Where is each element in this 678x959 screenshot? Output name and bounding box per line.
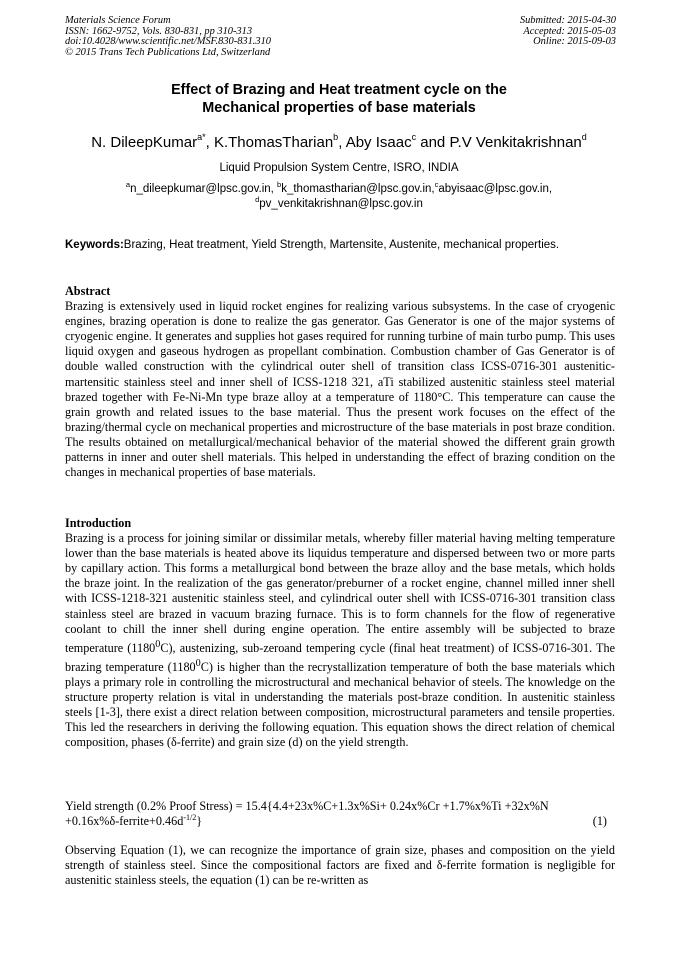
email-marker: d [255, 194, 260, 204]
author-separator: , [338, 134, 346, 151]
paper-title [0, 81, 678, 117]
author-emails [0, 182, 678, 211]
author-marker: c [411, 132, 417, 142]
introduction-text-part: C), austenizing, sub-zeroand tempering cycle (final heat treatment) of ICSS-0716-301. The brazing temperature (1180 [65, 640, 615, 674]
post-equation-section [65, 843, 615, 888]
author-marker: a* [197, 132, 206, 142]
keywords-label: Keywords: [65, 239, 124, 251]
author-list [0, 133, 678, 153]
email-address: n_dileepkumar@lpsc.gov.in, [130, 183, 278, 195]
submitted-date: Submitted: 2015-04-30 [519, 15, 616, 26]
degree-superscript: 0 [155, 638, 161, 650]
equation-close: } [196, 814, 203, 829]
post-equation-text: Observing Equation (1), we can recognize the importance of grain size, phases and composition on the yield strength of stainless steel. Since the compositional factors are fixed and δ-ferrite formation is negligible for austenitic stainless steels, the equation (1) can be re-written as [65, 843, 615, 888]
journal-name: Materials Science Forum [65, 15, 171, 26]
equation-exponent: -1/2 [183, 813, 197, 823]
introduction-text-part: Brazing is a process for joining similar or dissimilar metals, whereby filler material having melting temperature lower than the base materials is heated above its liquidus temperature and dispersed between two or more parts by capillary action. This forms a metallurgical bond between the braze alloy and the base metals, which holds the braze joint. In the realization of the gas generator/preburner of a rocket engine, channel milled inner shell with ICSS-1218-321 austenitic stainless steel, and cylindrical outer shell with ICSS-0716-301 transition class stainless steel are brazed in vacuum brazing furnace. This is to form channels for the flow of regenerative coolant to chill the inner shell during engine operation. The entire assembly will be subjected to braze temperature (1180 [65, 531, 615, 655]
introduction-text-part: C) is higher than the recrystallization temperature of both the base materials which plays a primary role in controlling the microstructural and mechanical behavior of steels. The knowledge on the structure property relation is vital in understanding the materials post-braze condition. In austenitic stainless steels [1-3], there exist a direct relation between composition, microstructural parameters and tensile properties. This led the researchers in deriving the following equation. This equation shows the direct relation of chemical composition, phases (δ-ferrite) and grain size (d) on the yield strength. [65, 659, 615, 750]
email-marker: b [277, 180, 282, 189]
email-address: abyisaac@lpsc.gov.in, [438, 183, 553, 195]
introduction-section [65, 516, 615, 751]
author-separator: and [416, 134, 450, 151]
abstract-section [65, 284, 615, 480]
equation-line-1: Yield strength (0.2% Proof Stress) = 15.4{4.4+23x%C+1.3x%Si+ 0.24x%Cr +1.7%x%Ti +32x%N [65, 799, 549, 813]
journal-issn: ISSN: 1662-9752, Vols. 830-831, pp 310-313 [65, 25, 253, 37]
keywords-text: Brazing, Heat treatment, Yield Strength, Martensite, Austenite, mechanical properties. [123, 239, 560, 251]
email-marker: a [125, 180, 131, 189]
author-separator: , [205, 134, 214, 151]
introduction-text [65, 531, 615, 750]
email-address: pv_venkitakrishnan@lpsc.gov.in [259, 197, 423, 210]
degree-superscript: 0 [195, 657, 201, 669]
equation-number: (1) [592, 814, 607, 829]
submission-dates [520, 16, 616, 48]
paper-title-line-1: Effect of Brazing and Heat treatment cycle on the [171, 82, 507, 98]
email-address: k_thomastharian@lpsc.gov.in, [281, 183, 435, 195]
email-line-2 [0, 194, 678, 212]
author-name: K.ThomasTharian [213, 134, 334, 151]
journal-copyright: © 2015 Trans Tech Publications Ltd, Switzerland [65, 46, 271, 58]
keywords [65, 238, 615, 252]
author-name: Aby Isaac [345, 134, 412, 151]
journal-doi: doi:10.4028/www.scientific.net/MSF.830-831.310 [65, 36, 271, 48]
accepted-date: Accepted: 2015-05-03 [523, 25, 616, 37]
introduction-heading: Introduction [65, 516, 132, 530]
affiliation: Liquid Propulsion System Centre, ISRO, INDIA [219, 162, 459, 174]
author-name: N. DileepKumar [91, 134, 198, 151]
equation-line-2 [65, 814, 615, 829]
email-line-1 [0, 182, 678, 197]
author-marker: b [333, 132, 339, 142]
author-marker: d [581, 132, 587, 142]
author-name: P.V Venkitakrishnan [449, 134, 582, 151]
equation-term: +0.16x%δ-ferrite+0.46d [65, 814, 184, 829]
abstract-heading: Abstract [65, 284, 111, 298]
yield-strength-equation [65, 799, 615, 829]
journal-info [65, 16, 271, 58]
online-date: Online: 2015-09-03 [533, 36, 616, 48]
abstract-text: Brazing is extensively used in liquid rocket engines for realizing various subsystems. In the case of cryogenic engines, brazing operation is done to realize the gas generator. Gas Generator is one of the major systems of cryogenic engine. It generates and supplies hot gases required for running turbine of main turbo pump. This uses liquid oxygen and gaseous hydrogen as propellant combination. Combustion chamber of Gas Generator is of double walled construction with the cylindrical outer shell of transition class ICSS-0716-301 austenitic-martensitic stainless steel and inner shell of ICSS-1218 321, aTi stabilized austenitic stainless steel material brazed together with Fe-Ni-Mn type braze alloy at a temperature of 1180°C. This temperature can cause the grain growth and related issues to the base material. Thus the present work focuses on the effect of the brazing/thermal cycle on mechanical properties and microstructure of the base materials in post braze condition. The results obtained on metallurgical/mechanical behavior of the material showed the different grain growth patterns in inner and outer shell materials. This helped in understanding the effect of brazing condition on the changes in mechanical properties of base materials. [65, 299, 615, 480]
email-marker: c [434, 180, 439, 189]
paper-title-line-2: Mechanical properties of base materials [202, 100, 476, 116]
